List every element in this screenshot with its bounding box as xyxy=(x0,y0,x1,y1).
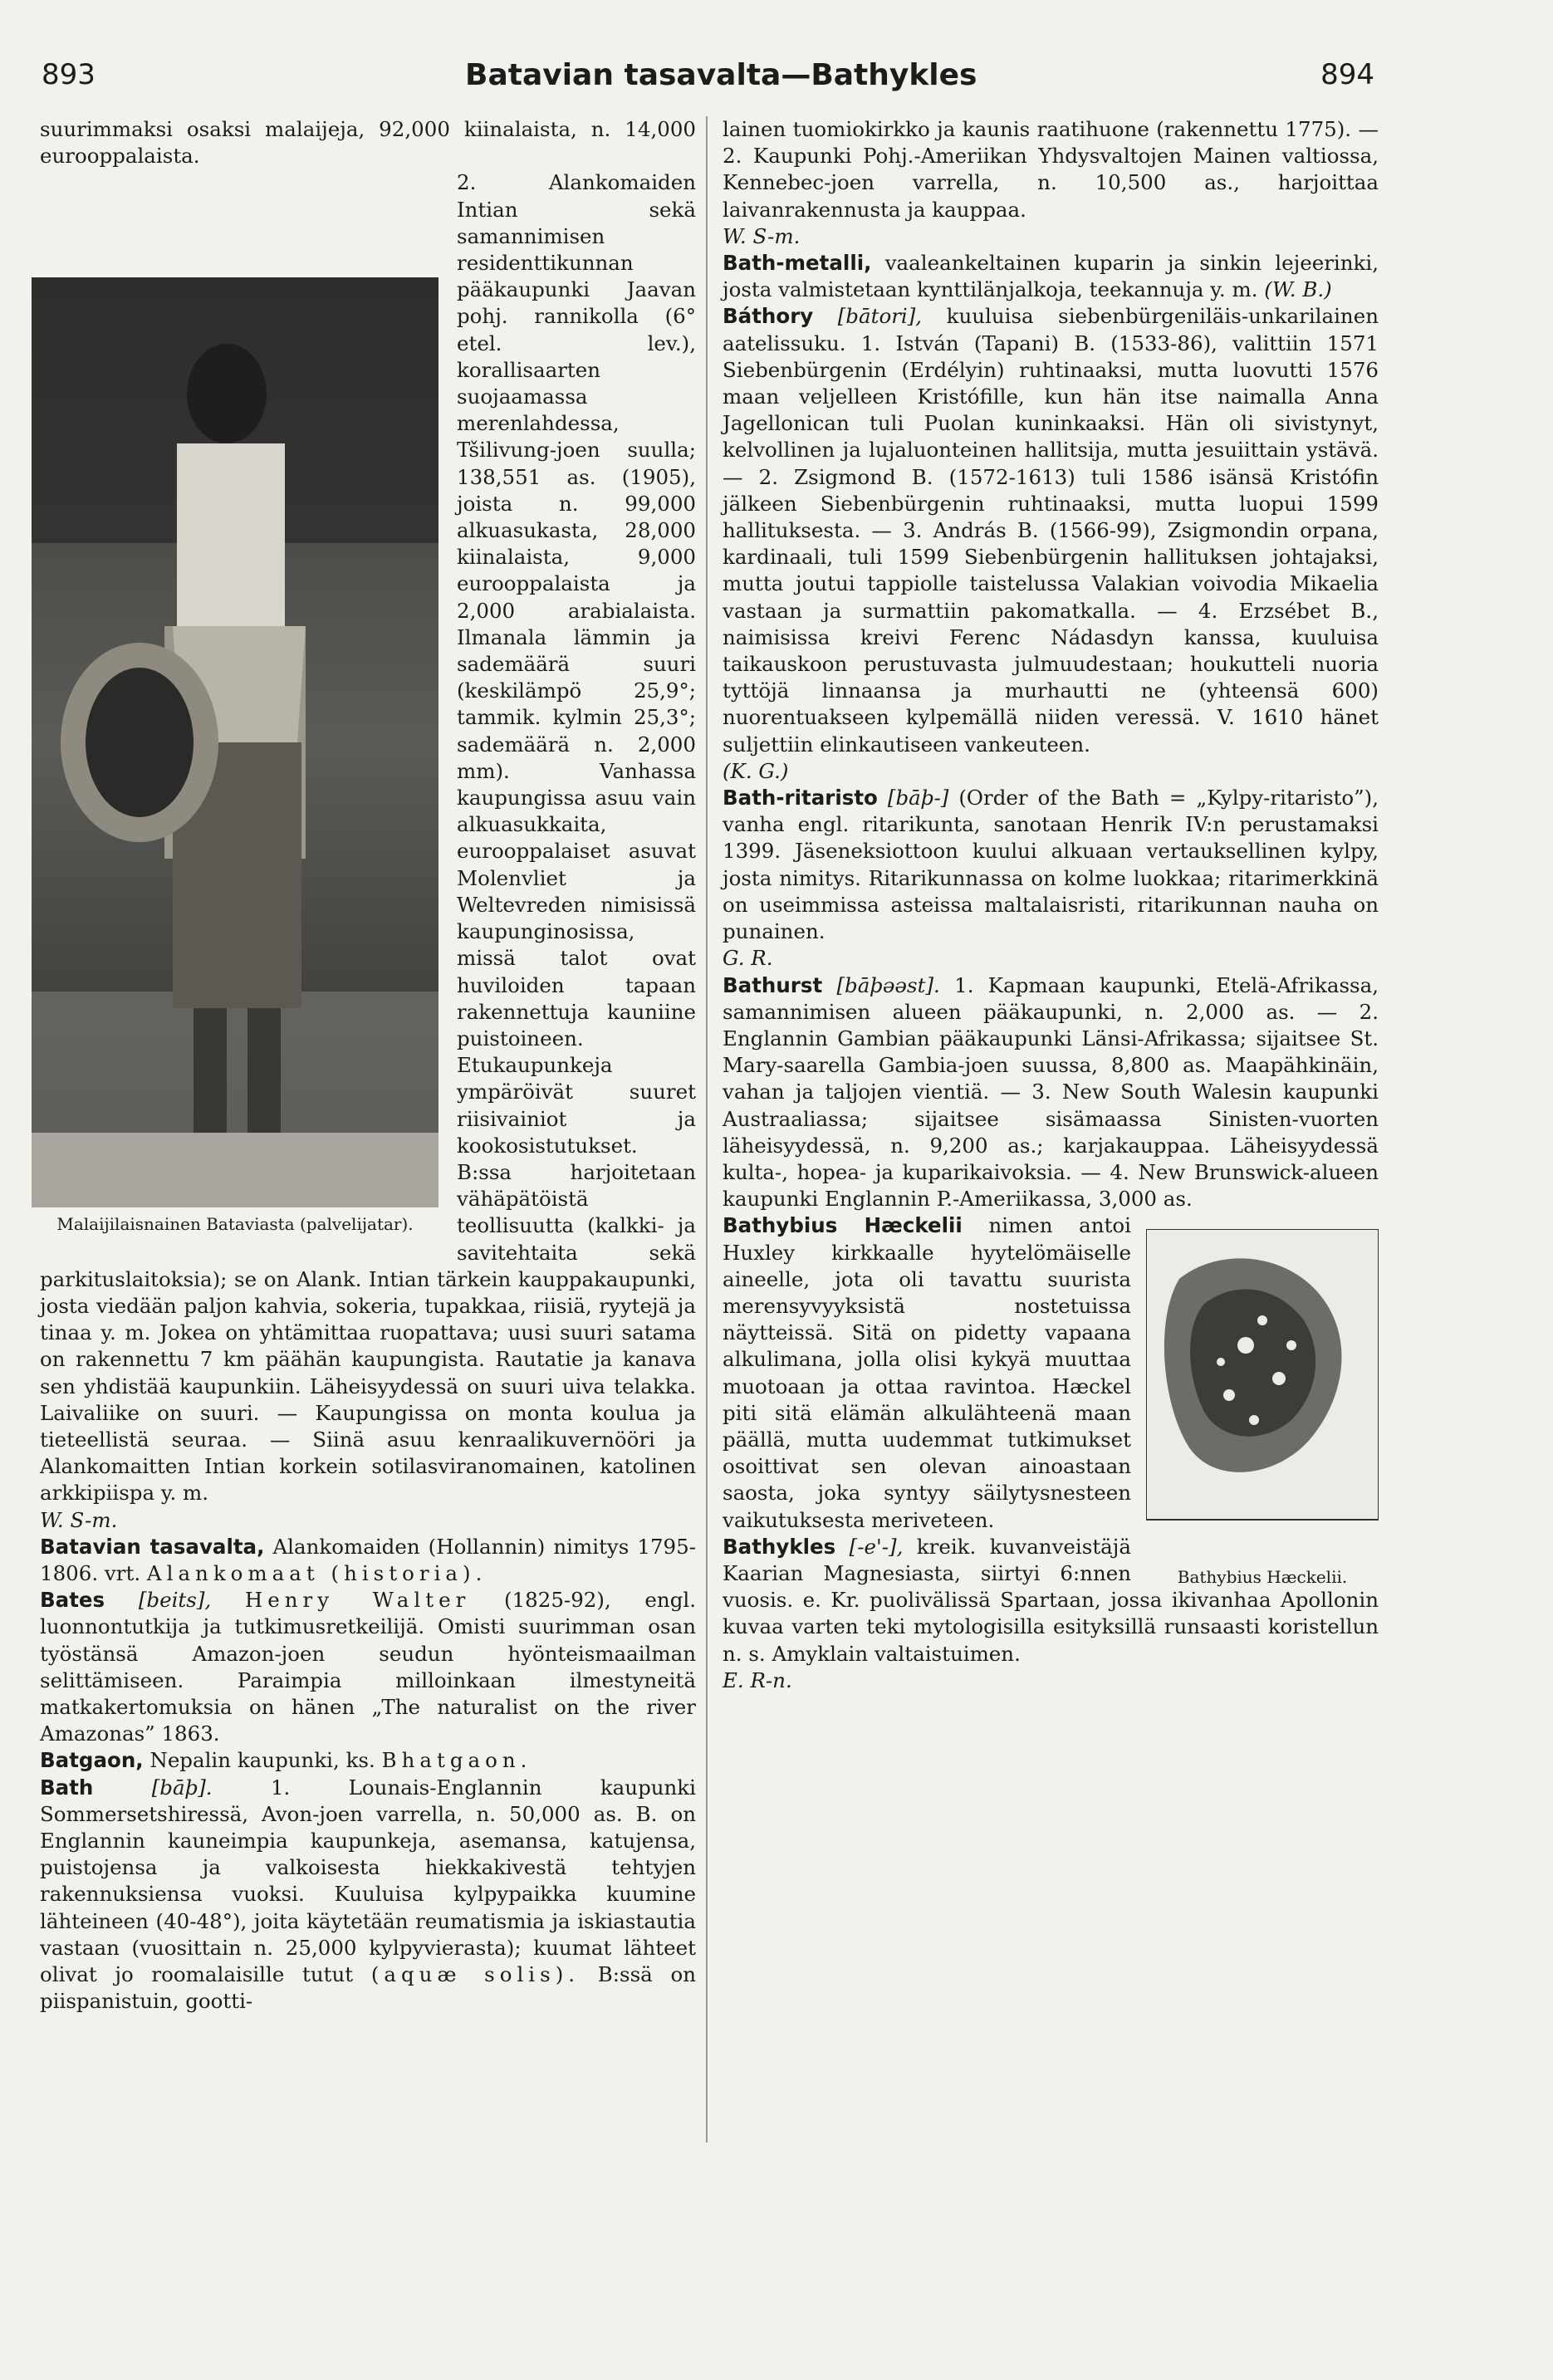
entry-pronunciation: [bāþəəst]. xyxy=(836,972,940,997)
column-divider xyxy=(706,116,708,2142)
entry-headword: Bath-metalli, xyxy=(723,251,872,276)
figure-malay-woman xyxy=(32,277,438,1249)
bathybius-illustration xyxy=(1146,1229,1379,1553)
entry-text: nimen antoi Huxley kirkkaalle hyytelömäiselle aineelle, jota oli tavattu suurista merensyvyyksistä nostetuissa näytteissä. Sitä on pidetty vapaana alkulimana, jolla olisi kykyä muuttaa muotoaan ja ottaa ravintoa. Hæckel piti sitä elämän alkulähteenä maan päällä, mutta uudemmat tutkimukset osoittivat sen olevan ainoastaan saosta, joka syntyy säilytysnesteen vaikutuksesta meriveteen. xyxy=(723,1213,1132,1532)
running-title: Batavian tasavalta—Bathykles xyxy=(465,58,977,92)
entry-headword: Bath-ritaristo xyxy=(723,786,878,810)
entry-text: (Order of the Bath = „Kylpy-ritaristo”), vanha engl. ritarikunta, sanotaan Henrik IV:n perustamaksi 1399. Jäseneksiottoon kuului alkuaan vertauksellinen kylpy, josta nimitys. Ritarikunnassa on kolme luokkaa; ritarimerkkinä on useimmissa asteissa maltalaisristi, ritarikunnan nauha on punainen. xyxy=(723,786,1379,944)
signature-wsm-left: W. S-m. xyxy=(40,1507,118,1532)
signature-kg: (K. G.) xyxy=(723,758,789,783)
entry-bathory xyxy=(723,303,1379,757)
entry-signature: (W. B.) xyxy=(1264,277,1332,302)
entry-headword: Bathybius Hæckelii xyxy=(723,1213,963,1238)
entry-pronunciation: [bātori], xyxy=(837,304,923,329)
entry-batavian-tasavalta xyxy=(40,1534,696,1587)
paragraph-batavia-population: suurimmaksi osaksi malaijeja, 92,000 kiinalaista, n. 14,000 eurooppalaista. xyxy=(40,117,696,169)
figure-bathybius xyxy=(1146,1229,1379,1587)
entry-text: Nepalin kaupunki, ks. xyxy=(149,1748,375,1773)
entry-bates xyxy=(40,1587,696,1747)
left-column xyxy=(40,116,696,2015)
entry-pronunciation: [bāþ]. xyxy=(151,1775,213,1800)
paragraph-batavia-city: 2. Alankomaiden Intian sekä samannimisen residenttikunnan pääkaupunki Jaavan pohj. rannikolla (6° etel. lev.), korallisaarten suojaamassa merenlahdessa, Tšilivung-joen suulla; 138,551 as. (1905), joista n. 99,000 alkuasukasta, 28,000 kiinalaista, 9,000 eurooppalaista ja 2,000 arabialaista. Ilmanala lämmin ja sademäärä suuri (keskilämpö 25,9°; tammik. kylmin 25,3°; sademäärä n. 2,000 mm). Vanhassa kaupungissa asuu vain alkuasukkaita, eurooppalaiset asuvat Molenvliet ja Weltevreden nimisissä kaupunginosissa, missä talot ovat huviloiden tapaan rakennettuja kauniine puistoineen. Etukaupunkeja ympäröivät suuret riisivainiot ja kookosistutukset. B:ssa harjoitetaan vähäpätöistä teollisuutta (kalkki- ja savitehtaita sekä parkituslaitoksia); se on Alank. Intian tärkein kauppakaupunki, josta viedään paljon kahvia, sokeria, tupakkaa, riisiä, ryytejä ja tinaa y. m. Jokea on yhtämittaa ruopattava; uusi suuri satama on rakennettu 7 km päähän kaupungista. Rautatie ja kanava sen yhdistää kaupunkiin. Läheisyydessä on suuri uiva telakka. Laivaliike on suuri. — Kaupungissa on monta koulua ja tieteellistä seuraa. — Siinä asuu kenraalikuvernööri ja Alankomaitten Intian korkein sotilasviranomainen, katolinen arkkipiispa y. m. xyxy=(40,170,696,1506)
entry-headword: Bathykles xyxy=(723,1534,836,1559)
entry-text: 1. Lounais-Englannin kaupunki Sommersetshiressä, Avon-joen varrella, n. 50,000 as. B. on Englannin kauneimpia kaupunkeja, asemansa, katujensa, puistojensa ja valkoisesta hiekkakivestä tehtyjen rakennuksiensa vuoksi. Kuuluisa kylpypaikka kuumine lähteineen (40-48°), joita käytetään reumatismia ja iskiastautia vastaan (vuosittain n. 25,000 kylpyvierasta); kuumat lähteet olivat jo roomalaisille tutut xyxy=(40,1775,696,1987)
entry-bath-ritaristo xyxy=(723,785,1379,945)
malay-woman-photo xyxy=(32,277,438,1207)
figure-caption-malay: Malaijilaisnainen Bataviasta (palvelijatar). xyxy=(56,1214,414,1235)
signature-wsm-right: W. S-m. xyxy=(723,223,801,248)
entry-text: vaaleankeltainen kuparin ja sinkin lejeerinki, josta valmistetaan kynttilänjalkoja, teekannuja y. m. xyxy=(723,251,1379,302)
entry-pronunciation: [bāþ-] xyxy=(887,786,949,810)
figure-caption-bathybius: Bathybius Hæckelii. xyxy=(1177,1566,1348,1587)
entry-bathurst xyxy=(723,972,1379,1213)
entry-person-name: Henry Walter xyxy=(244,1588,471,1613)
entry-headword: Bates xyxy=(40,1588,105,1613)
entry-bath-metalli xyxy=(723,250,1379,303)
signature-gr: G. R. xyxy=(723,946,773,971)
entry-cross-reference: Bhatgaon. xyxy=(381,1748,532,1773)
entry-headword: Batgaon, xyxy=(40,1748,144,1773)
entry-headword: Báthory xyxy=(723,304,814,329)
page-number-left: 893 xyxy=(42,58,96,91)
entry-headword: Bath xyxy=(40,1775,94,1800)
entry-cross-reference: Alankomaat (historia). xyxy=(146,1560,487,1585)
entry-batgaon xyxy=(40,1747,696,1774)
entry-headword: Bathurst xyxy=(723,972,823,997)
entry-text: Alankomaiden (Hollannin) nimitys 1795-1806. vrt. xyxy=(40,1534,697,1585)
signature-ern: E. R-n. xyxy=(723,1667,792,1692)
entry-bath xyxy=(40,1775,696,2015)
entry-text-continued: B:ssä on piispanistuin, gootti- xyxy=(40,1962,696,2014)
entry-headword: Batavian tasavalta, xyxy=(40,1534,265,1559)
paragraph-bath-continued: lainen tuomiokirkko ja kaunis raatihuone (rakennettu 1775). — 2. Kaupunki Pohj.-Ameriikan Yhdysvaltojen Mainen valtiossa, Kennebec-joen varrella, n. 10,500 as., harjoittaa laivanrakennusta ja kauppaa. xyxy=(723,117,1379,222)
entry-latin-term: (aquæ solis). xyxy=(370,1962,581,1987)
entry-text: kreik. kuvanveistäjä Kaarian Magnesiasta, siirtyi 6:nnen vuosis. e. Kr. puolivälissä Spartaan, jossa ikivanhaa Apollonin kuvaa varten teki mytologisilla esityksillä runsaasti koristellun n. s. Amyklain valtaistuimen. xyxy=(723,1534,1379,1666)
page-number-right: 894 xyxy=(1320,58,1374,91)
entry-text: 1. Kapmaan kaupunki, Etelä-Afrikassa, samannimisen alueen pääkaupunki, n. 2,000 as. — 2. Englannin Gambian pääkaupunki Länsi-Afrikassa; sijaitsee St. Mary-saarella Gambia-joen suussa, 8,800 as. Maapähkinäin, vahan ja taljojen vientiä. — 3. New South Walesin kaupunki Austraaliassa; sijaitsee sisämaassa Sinisten-vuorten läheisyydessä, n. 9,200 as.; karjakauppaa. Läheisyydessä kulta-, hopea- ja kuparikaivoksia. — 4. New Brunswick-alueen kaupunki Englannin P.-Ameriikassa, 3,000 as. xyxy=(723,972,1379,1212)
right-column xyxy=(723,116,1379,1694)
entry-text: (1825-92), engl. luonnontutkija ja tutkimusretkeilijä. Omisti suurimman osan työstänsä Amazon-joen seudun hyönteismaailman selittämiseen. Paraimpia milloinkaan ilmestyneitä matkakertomuksia on hänen „The naturalist on the river Amazonas” 1863. xyxy=(40,1588,696,1746)
page-header xyxy=(0,58,1553,108)
entry-text: kuuluisa siebenbürgeniläis-unkarilainen aatelissuku. 1. István (Tapani) B. (1533-86), valittiin 1571 Siebenbürgenin (Erdélyin) ruhtinaaksi, mutta luovutti 1576 maan veljelleen Kristófille, kun hän itse naimalla Anna Jagellonican tuli Puolan kuninkaaksi. Hän oli sivistynyt, kelvollinen ja lujaluonteinen hallitsija, mutta jesuiittain ystävä. — 2. Zsigmond B. (1572-1613) tuli 1586 isänsä Kristófin jälkeen Siebenbürgenin ruhtinaaksi, mutta luopui 1599 hallituksesta. — 3. András B. (1566-99), Zsigmondin orpana, kardinaali, tuli 1599 Siebenbürgenin hallituksen johtajaksi, mutta joutui tappiolle taistelussa Valakian voivodia Mikaelia vastaan ja surmattiin pakomatkalla. — 4. Erzsébet B., naimisissa kreivi Ferenc Nádasdyn kanssa, kuuluisa taikauskoon perustuvasta julmuudestaan; houkutteli nuoria tyttöjä linnaansa ja murhautti ne (yhteensä 600) nuorentuakseen kylpemällä niiden veressä. V. 1610 hänet suljettiin elinkautiseen vankeuteen. xyxy=(723,304,1379,757)
entry-pronunciation: [-e'-], xyxy=(849,1534,904,1559)
entry-pronunciation: [beits], xyxy=(138,1588,212,1613)
